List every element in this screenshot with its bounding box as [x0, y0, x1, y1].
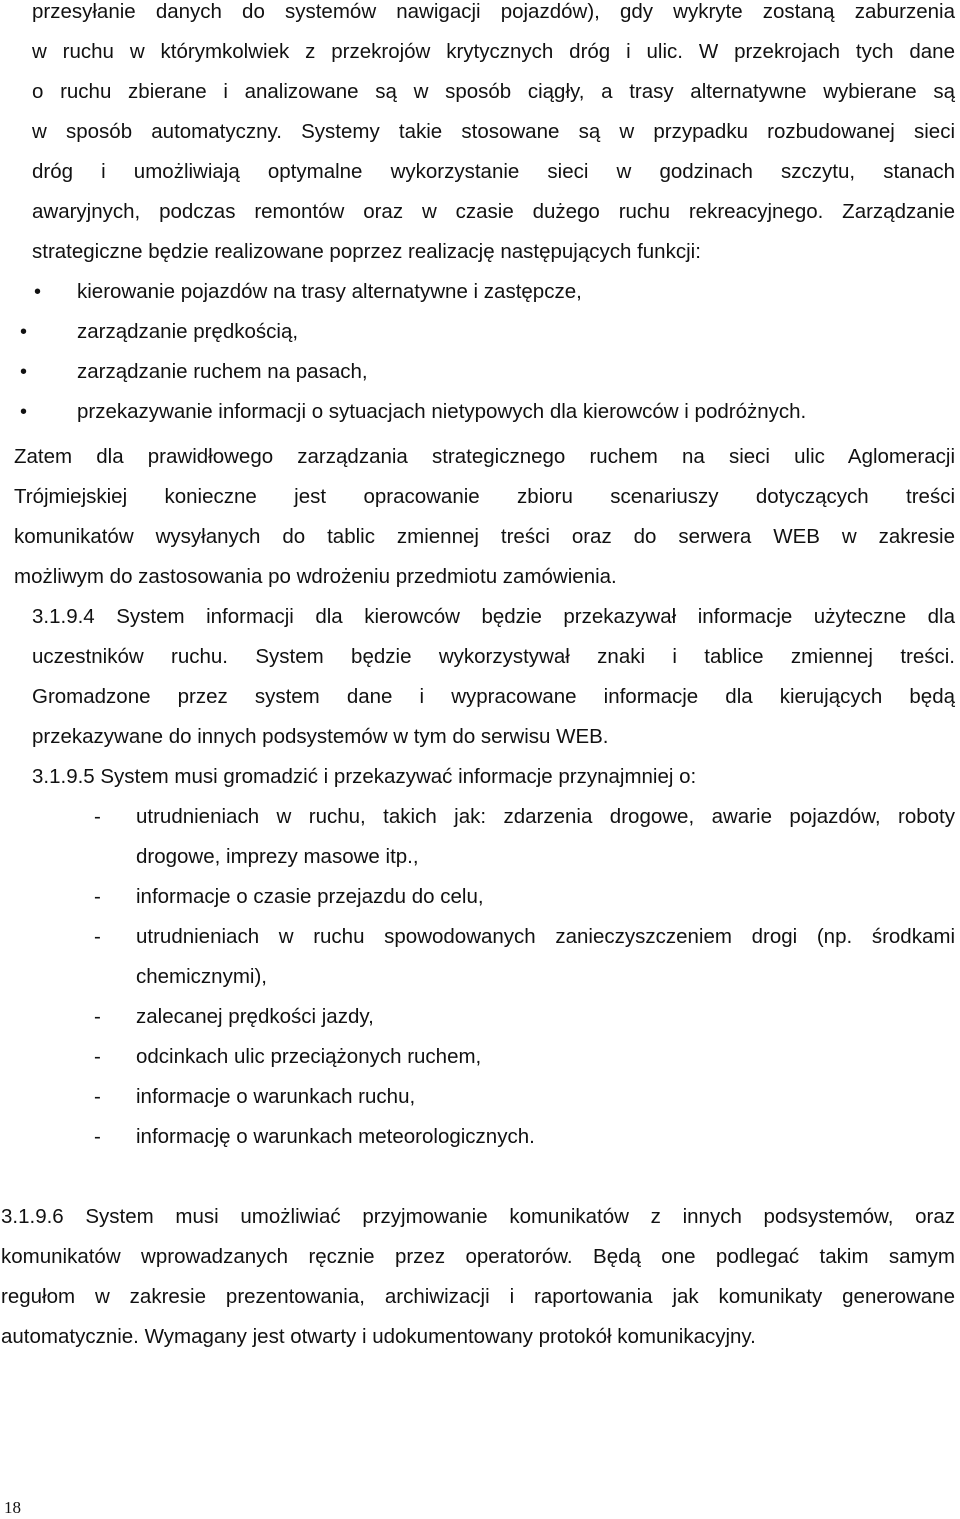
dash-marker: - [94, 1085, 101, 1108]
text-line: komunikatów wysyłanych do tablic zmiennej treści oraz do serwera WEB w zakresie [14, 525, 955, 548]
list-item: informacje o warunkach ruchu, [136, 1085, 416, 1108]
list-item: zalecanej prędkości jazdy, [136, 1005, 374, 1028]
bullet-icon: • [20, 401, 28, 423]
text-line: w sposób automatyczny. Systemy takie stosowane są w przypadku rozbudowanej sieci [32, 120, 955, 143]
text-line: dróg i umożliwiają optymalne wykorzystanie sieci w godzinach szczytu, stanach [32, 160, 955, 183]
text-line: przesyłanie danych do systemów nawigacji pojazdów), gdy wykryte zostaną zaburzenia [32, 0, 955, 23]
list-item: odcinkach ulic przeciążonych ruchem, [136, 1045, 482, 1068]
text-line: o ruchu zbierane i analizowane są w sposób ciągły, a trasy alternatywne wybierane są [32, 80, 955, 103]
list-item: informacje o czasie przejazdu do celu, [136, 885, 484, 908]
bullet-icon: • [34, 281, 42, 303]
text-line: automatycznie. Wymagany jest otwarty i udokumentowany protokół komunikacyjny. [1, 1325, 756, 1348]
page-number: 18 [4, 1498, 21, 1517]
list-item: informację o warunkach meteorologicznych. [136, 1125, 535, 1148]
dash-marker: - [94, 805, 101, 828]
list-item: zarządzanie ruchem na pasach, [77, 360, 368, 383]
list-item-continuation: drogowe, imprezy masowe itp., [136, 845, 419, 868]
text-line: awaryjnych, podczas remontów oraz w czasie dużego ruchu rekreacyjnego. Zarządzanie [32, 200, 955, 223]
dash-marker: - [94, 925, 101, 948]
text-line: przekazywane do innych podsystemów w tym do serwisu WEB. [32, 725, 609, 748]
bullet-icon: • [20, 361, 28, 383]
text-line: możliwym do zastosowania po wdrożeniu przedmiotu zamówienia. [14, 565, 617, 588]
list-item-continuation: chemicznymi), [136, 965, 267, 988]
text-line: uczestników ruchu. System będzie wykorzystywał znaki i tablice zmiennej treści. [32, 645, 955, 668]
text-line: w ruchu w którymkolwiek z przekrojów krytycznych dróg i ulic. W przekrojach tych dane [32, 40, 955, 63]
list-item: kierowanie pojazdów na trasy alternatywne i zastępcze, [77, 280, 582, 303]
text-line: regułom w zakresie prezentowania, archiwizacji i raportowania jak komunikaty generowane [1, 1285, 955, 1308]
list-item: utrudnieniach w ruchu spowodowanych zanieczyszczeniem drogi (np. środkami [136, 925, 955, 948]
text-line: Zatem dla prawidłowego zarządzania strategicznego ruchem na sieci ulic Aglomeracji [14, 445, 955, 468]
text-line: komunikatów wprowadzanych ręcznie przez operatorów. Będą one podlegać takim samym [1, 1245, 955, 1268]
text-line: 3.1.9.5 System musi gromadzić i przekazywać informacje przynajmniej o: [32, 765, 697, 788]
text-line: Gromadzone przez system dane i wypracowane informacje dla kierujących będą [32, 685, 955, 708]
dash-marker: - [94, 1005, 101, 1028]
dash-marker: - [94, 1125, 101, 1148]
dash-marker: - [94, 885, 101, 908]
list-item: utrudnieniach w ruchu, takich jak: zdarzenia drogowe, awarie pojazdów, roboty [136, 805, 955, 828]
bullet-icon: • [20, 321, 28, 343]
text-line: 3.1.9.6 System musi umożliwiać przyjmowanie komunikatów z innych podsystemów, oraz [1, 1205, 955, 1228]
dash-marker: - [94, 1045, 101, 1068]
text-line: strategiczne będzie realizowane poprzez realizację następujących funkcji: [32, 240, 701, 263]
list-item: przekazywanie informacji o sytuacjach nietypowych dla kierowców i podróżnych. [77, 400, 807, 423]
text-line: 3.1.9.4 System informacji dla kierowców będzie przekazywał informacje użyteczne dla [32, 605, 955, 628]
list-item: zarządzanie prędkością, [77, 320, 299, 343]
text-line: Trójmiejskiej konieczne jest opracowanie zbioru scenariuszy dotyczących treści [14, 485, 955, 508]
